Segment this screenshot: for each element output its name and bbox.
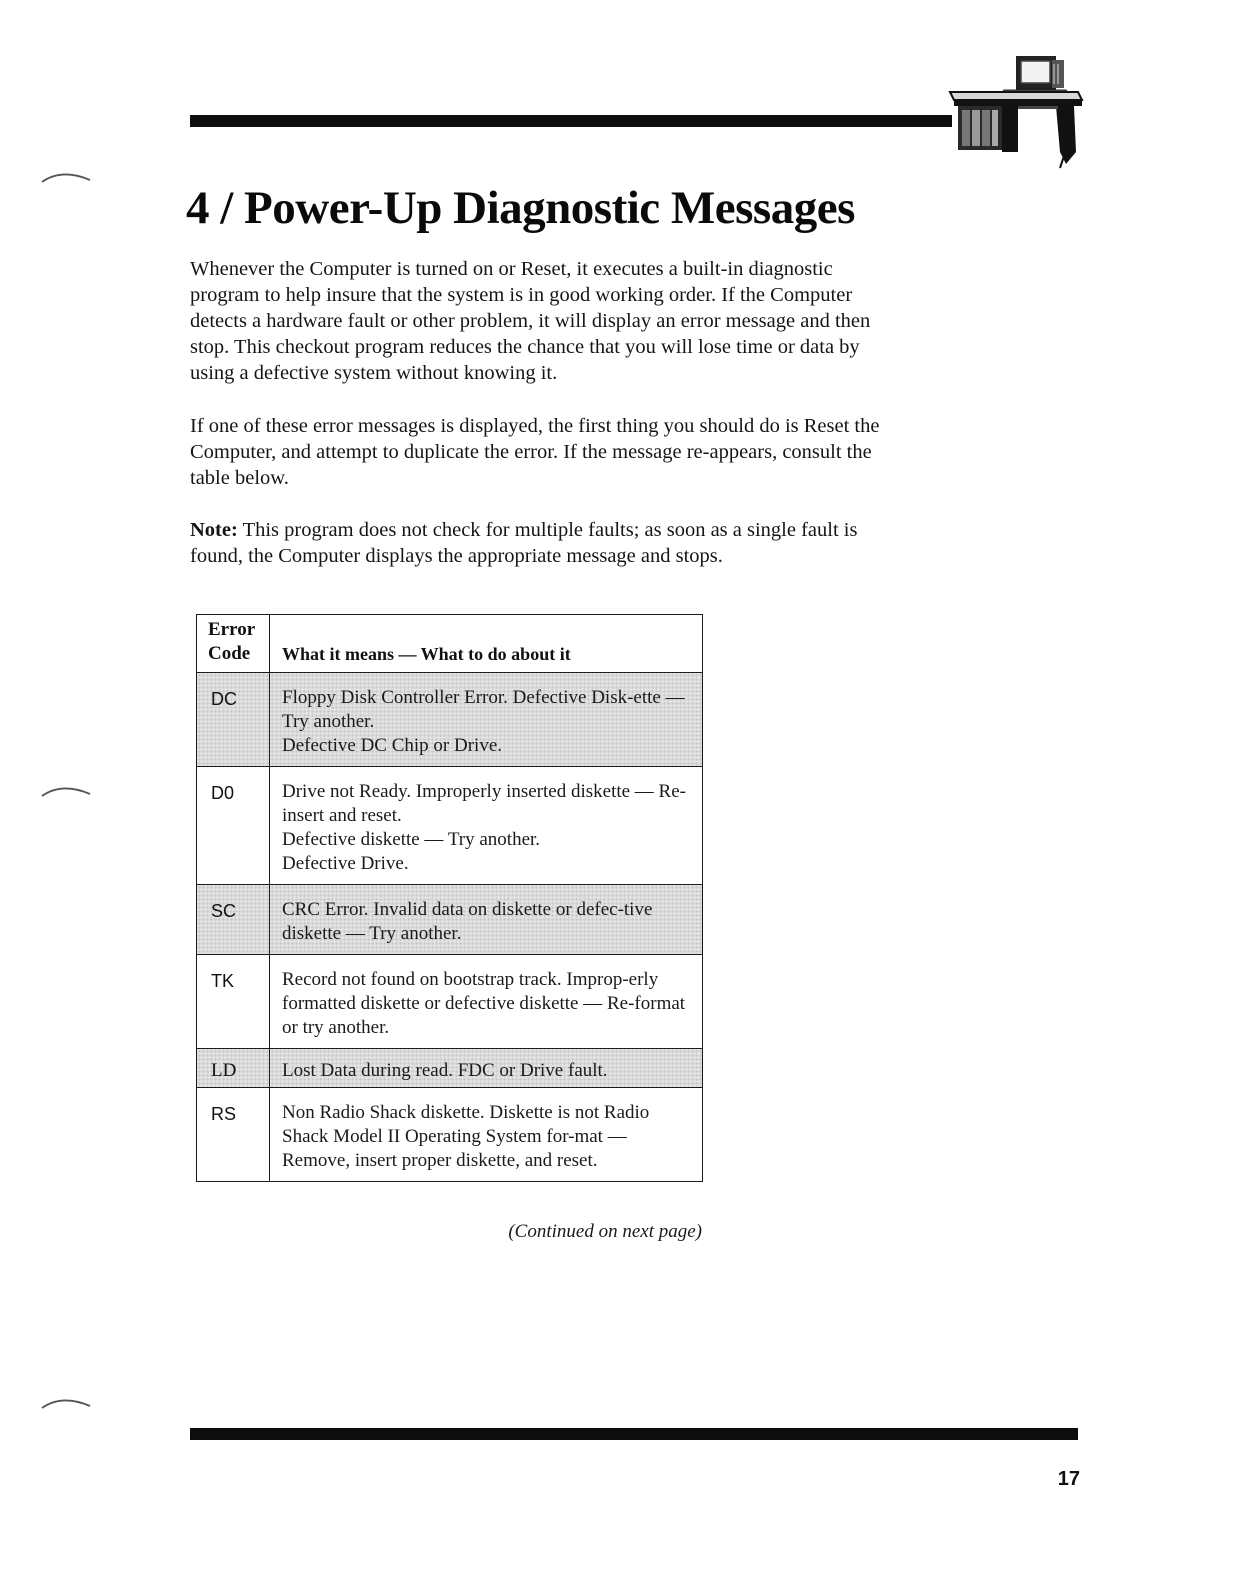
description-line: Defective DC Chip or Drive. [282,735,503,756]
footer-rule [190,1428,1078,1440]
error-code: RS [197,1088,270,1182]
continued-note: (Continued on next page) [508,1221,702,1242]
chapter-title: 4 / Power-Up Diagnostic Messages [186,182,855,234]
error-code: DC [197,673,270,767]
error-description [270,885,703,955]
note-text: This program does not check for multiple faults; as soon as a single fault is found, the Computer displays the appropriate message and stops. [190,519,858,567]
header-description: What it means — What to do about it [270,615,703,673]
error-description [270,955,703,1049]
description-line: Defective Drive. [282,853,409,874]
error-description [270,673,703,767]
table-row [197,885,703,955]
note-label: Note: [190,519,238,541]
table-header-row [197,615,703,673]
page-number: 17 [1057,1468,1080,1490]
description-line: Floppy Disk Controller Error. Defective Disk-ette — Try another. [282,687,685,732]
error-description [270,767,703,885]
table-row [197,767,703,885]
intro-paragraph: Whenever the Computer is turned on or Reset, it executes a built-in diagnostic program to help insure that the system is in good working order. If the Computer detects a hardware fault or other problem, it will display an error message and then stop. This checkout program reduces the chance that you will lose time or data by using a defective system without knowing it. [190,258,871,384]
error-code: D0 [197,767,270,885]
description-line: Drive not Ready. Improperly inserted diskette — Re-insert and reset. [282,781,686,826]
computer-desk-illustration [948,52,1084,170]
margin-mark [38,166,94,186]
error-code: SC [197,885,270,955]
error-code: LD [197,1049,270,1088]
table-row [197,1088,703,1182]
margin-mark [38,780,94,800]
description-line: Non Radio Shack diskette. Diskette is not Radio Shack Model II Operating System for-mat — Remove, insert proper diskette, and reset. [282,1102,650,1171]
description-line: CRC Error. Invalid data on diskette or defec-tive diskette — Try another. [282,899,653,944]
error-description [270,1088,703,1182]
margin-mark [38,1392,94,1412]
header-error-code [197,615,270,673]
error-code: TK [197,955,270,1049]
table-row [197,673,703,767]
header-rule [190,115,952,127]
note-paragraph [190,517,902,569]
header-code-label: Code [208,643,251,664]
description-line: Lost Data during read. FDC or Drive fault. [282,1060,608,1081]
description-line: Record not found on bootstrap track. Improp-erly formatted diskette or defective diskette — Re-format or try another. [282,969,686,1038]
error-code-table [196,614,703,1182]
description-line: Defective diskette — Try another. [282,829,541,850]
header-error-label: Error [208,619,256,640]
error-description [270,1049,703,1088]
table-row [197,955,703,1049]
instruction-paragraph: If one of these error messages is displayed, the first thing you should do is Reset the Computer, and attempt to duplicate the error. If the message re-appears, consult the table below. [190,415,880,489]
table-row [197,1049,703,1088]
